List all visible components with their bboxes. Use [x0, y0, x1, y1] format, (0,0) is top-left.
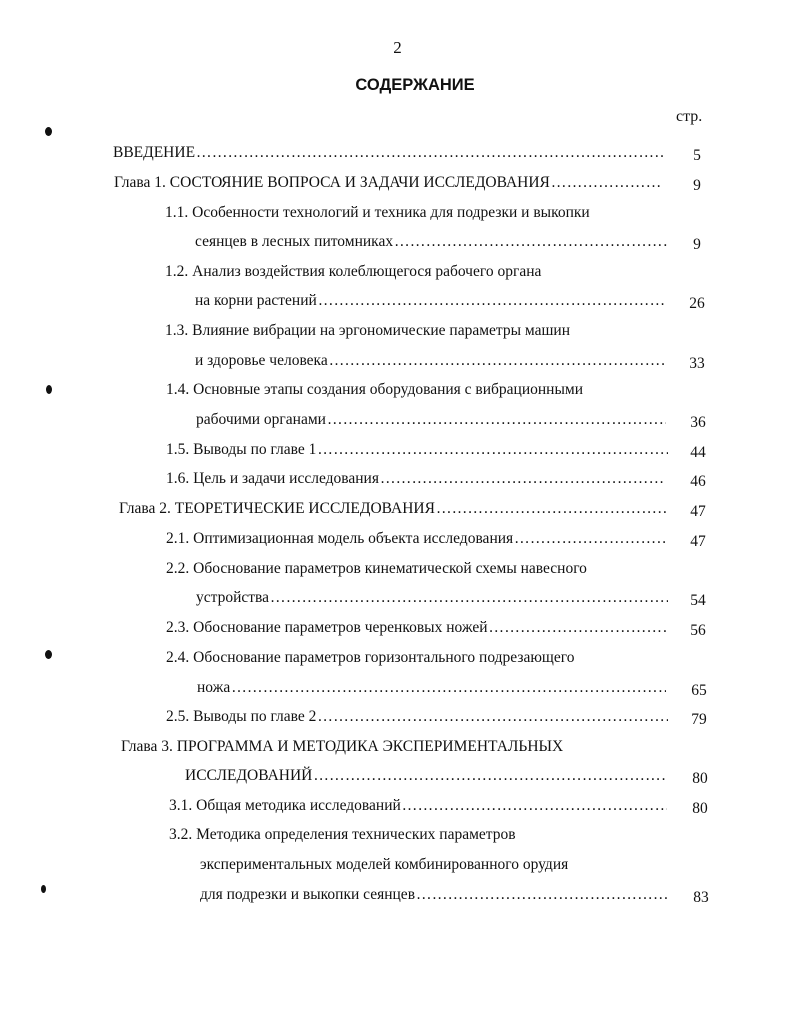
dot-leader	[327, 411, 666, 429]
toc-entry-title: 2.4. Обоснование параметров горизонтального подрезающего	[166, 649, 575, 666]
toc-entry-title: ВВЕДЕНИЕ	[113, 144, 196, 161]
toc-entry-title: рабочими органами	[196, 411, 326, 428]
toc-entry	[166, 441, 668, 465]
toc-entry	[169, 797, 667, 821]
dot-leader	[196, 144, 666, 162]
dot-leader	[402, 797, 667, 815]
dot-leader	[416, 886, 668, 904]
toc-entry	[197, 679, 666, 703]
toc-entry	[166, 381, 583, 405]
toc-entry-title: Глава 2. ТЕОРЕТИЧЕСКИЕ ИССЛЕДОВАНИЯ	[119, 500, 435, 517]
dot-leader	[394, 233, 668, 251]
toc-entry-title: 1.4. Основные этапы создания оборудования с вибрационными	[166, 381, 583, 398]
toc-page-number: 33	[689, 355, 705, 372]
toc-entry	[165, 204, 590, 228]
toc-entry-title: 2.2. Обоснование параметров кинематической схемы навесного	[166, 560, 587, 577]
toc-entry-title: 2.1. Оптимизационная модель объекта исследования	[166, 530, 514, 547]
toc-entry-title: 2.3. Обоснование параметров черенковых ножей	[166, 619, 488, 636]
toc-page-number: 83	[693, 889, 709, 906]
toc-entry	[166, 470, 666, 494]
toc-entry-title: 1.5. Выводы по главе 1	[166, 441, 317, 458]
toc-entry-title: 1.6. Цель и задачи исследования	[166, 470, 379, 487]
toc-entry	[166, 560, 587, 584]
toc-page-number: 47	[690, 533, 706, 550]
toc-page-number: 80	[692, 800, 708, 817]
toc-entry	[200, 856, 568, 880]
toc-page-number: 46	[690, 473, 706, 490]
toc-entry-title: 1.2. Анализ воздействия колеблющегося рабочего органа	[165, 263, 542, 280]
toc-page-number: 80	[692, 770, 708, 787]
toc-entry-title: сеянцев в лесных питомниках	[195, 233, 394, 250]
toc-entry-title: экспериментальных моделей комбинированного орудия	[200, 856, 569, 873]
toc-entry-title: 2.5. Выводы по главе 2	[166, 708, 317, 725]
dot-leader	[317, 708, 668, 726]
toc-entry	[166, 708, 668, 732]
toc-entry-title: для подрезки и выкопки сеянцев	[200, 886, 416, 903]
toc-entry-title: ИССЛЕДОВАНИЙ	[185, 767, 313, 784]
dot-leader	[489, 619, 666, 637]
dot-leader	[318, 292, 664, 310]
binding-mark	[41, 885, 46, 893]
toc-entry	[113, 144, 666, 168]
toc-entry	[165, 322, 570, 346]
toc-page-number: 5	[693, 147, 701, 164]
toc-entry	[185, 767, 666, 791]
toc-entry	[196, 589, 668, 613]
dot-leader	[317, 441, 668, 459]
toc-page-number: 9	[693, 177, 701, 194]
toc-page-number: 26	[689, 295, 705, 312]
dot-leader	[380, 470, 666, 488]
toc-entry-title: на корни растений	[195, 292, 317, 309]
toc-entry-title: и здоровье человека	[195, 352, 328, 369]
toc-page-number: 44	[690, 444, 706, 461]
page-number: 2	[393, 38, 402, 57]
toc-entry-title: Глава 1. СОСТОЯНИЕ ВОПРОСА И ЗАДАЧИ ИССЛЕДОВАНИЯ	[114, 174, 550, 191]
toc-entry-title: 1.3. Влияние вибрации на эргономические параметры машин	[165, 322, 571, 339]
dot-leader	[329, 352, 666, 370]
toc-entry	[121, 738, 563, 762]
toc-entry	[166, 530, 666, 554]
toc-page-number: 65	[691, 682, 707, 699]
toc-entry	[169, 826, 516, 850]
page-title: СОДЕРЖАНИЕ	[355, 76, 475, 94]
toc-page-number: 54	[690, 592, 706, 609]
toc-entry	[195, 292, 664, 316]
toc-entry	[166, 649, 574, 673]
toc-page-number: 36	[690, 414, 706, 431]
toc-page-number: 9	[693, 236, 701, 253]
toc-entry	[165, 263, 541, 287]
dot-leader	[270, 589, 668, 607]
dot-leader	[313, 767, 666, 785]
toc-entry-title: устройства	[196, 589, 270, 606]
toc-entry	[119, 500, 668, 524]
toc-entry	[196, 411, 666, 435]
toc-entry-title: Глава 3. ПРОГРАММА И МЕТОДИКА ЭКСПЕРИМЕНТАЛЬНЫХ	[121, 738, 564, 755]
toc-entry-title: 3.1. Общая методика исследований	[169, 797, 401, 814]
toc-entry-title: 1.1. Особенности технологий и техника для подрезки и выкопки	[165, 204, 590, 221]
binding-mark	[46, 385, 52, 394]
toc-entry	[195, 352, 666, 376]
toc-entry	[166, 619, 666, 643]
dot-leader	[436, 500, 668, 518]
binding-mark	[45, 127, 52, 136]
page-column-label: стр.	[676, 108, 703, 125]
toc-entry	[114, 174, 660, 198]
toc-entry-title: ножа	[197, 679, 231, 696]
toc-entry-title: 3.2. Методика определения технических параметров	[169, 826, 516, 843]
toc-page-number: 56	[690, 622, 706, 639]
toc-entry	[200, 886, 668, 910]
dot-leader	[551, 174, 660, 192]
dot-leader	[231, 679, 666, 697]
binding-mark	[45, 650, 52, 659]
toc-entry	[195, 233, 668, 257]
toc-page-number: 47	[690, 503, 706, 520]
dot-leader	[514, 530, 666, 548]
toc-page-number: 79	[691, 711, 707, 728]
